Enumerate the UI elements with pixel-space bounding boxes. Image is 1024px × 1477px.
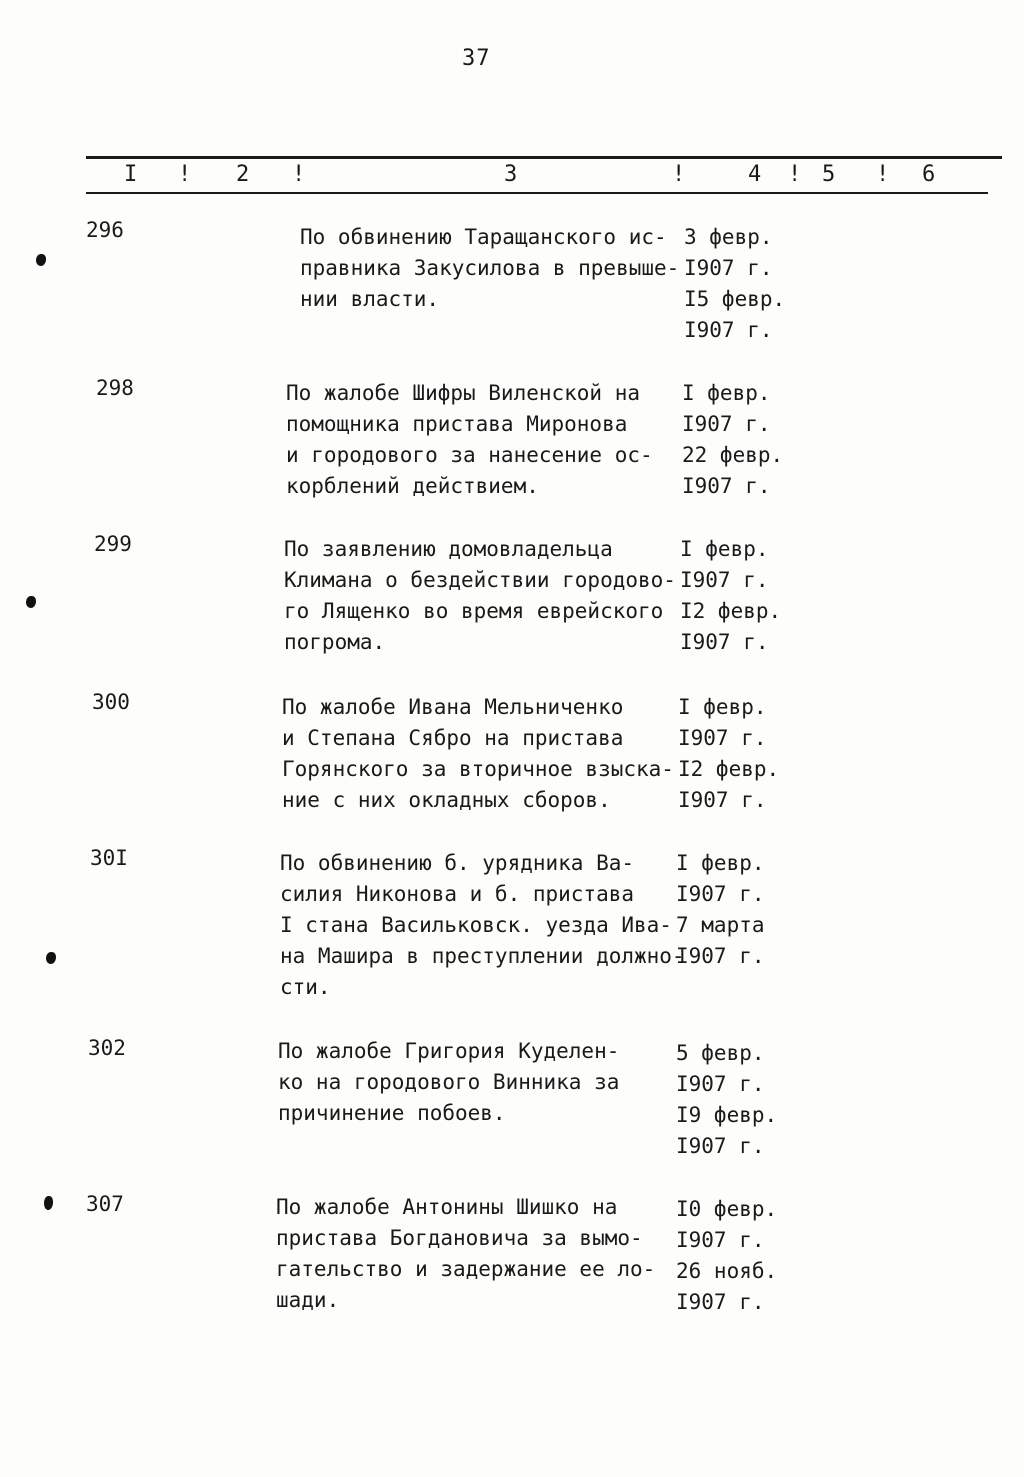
- case-description: По обвинению б. урядника Ва- силия Никонова и б. пристава I стана Васильковск. уезда Ива- на Машира в преступлении должно- сти.: [280, 851, 685, 999]
- case-dates: 5 февр. I907 г. I9 февр. I907 г.: [676, 1041, 778, 1158]
- case-number: 30I: [90, 846, 128, 870]
- case-number: 307: [86, 1192, 124, 1216]
- case-number: 298: [96, 376, 134, 400]
- binding-hole-mark: [36, 254, 46, 266]
- case-description: По жалобе Ивана Мельниченко и Степана Сябро на пристава Горянского за вторичное взыска- ние с них окладных сборов.: [282, 695, 674, 812]
- case-description: По обвинению Таращанского ис- правника Закусилова в превыше- нии власти.: [300, 225, 680, 311]
- column-separator: !: [292, 162, 306, 187]
- case-number: 299: [94, 532, 132, 556]
- case-dates: I февр. I907 г. 7 марта I907 г.: [676, 851, 765, 968]
- case-dates: I февр. I907 г. 22 февр. I907 г.: [682, 381, 784, 498]
- column-header-5: 5: [822, 162, 836, 187]
- table-top-rule: [86, 156, 1002, 159]
- column-header-4: 4: [748, 162, 762, 187]
- column-header-2: 2: [236, 162, 250, 187]
- case-description: По жалобе Шифры Виленской на помощника пристава Миронова и городового за нанесение ос- корблений действием.: [286, 381, 653, 498]
- column-header-6: 6: [922, 162, 936, 187]
- case-description: По жалобе Антонины Шишко на пристава Богдановича за вымо- гательство и задержание ее ло- шади.: [276, 1195, 656, 1312]
- column-separator: !: [876, 162, 890, 187]
- case-number: 302: [88, 1036, 126, 1060]
- column-header-1: I: [124, 162, 138, 187]
- case-description: По жалобе Григория Куделен- ко на городового Винника за причинение побоев.: [278, 1039, 620, 1125]
- column-separator: !: [788, 162, 802, 187]
- case-dates: 3 февр. I907 г. I5 февр. I907 г.: [684, 225, 786, 342]
- page-number: 37: [462, 46, 491, 71]
- column-separator: !: [178, 162, 192, 187]
- table-header-rule: [86, 192, 988, 194]
- case-number: 296: [86, 218, 124, 242]
- case-number: 300: [92, 690, 130, 714]
- case-dates: I февр. I907 г. I2 февр. I907 г.: [678, 695, 780, 812]
- binding-hole-mark: [44, 1196, 53, 1210]
- case-dates: I февр. I907 г. I2 февр. I907 г.: [680, 537, 782, 654]
- column-separator: !: [672, 162, 686, 187]
- column-header-3: 3: [504, 162, 518, 187]
- binding-hole-mark: [26, 596, 36, 608]
- binding-hole-mark: [46, 952, 56, 964]
- case-dates: I0 февр. I907 г. 26 нояб. I907 г.: [676, 1197, 778, 1314]
- case-description: По заявлению домовладельца Климана о бездействии городово- го Лященко во время еврейского погрома.: [284, 537, 676, 654]
